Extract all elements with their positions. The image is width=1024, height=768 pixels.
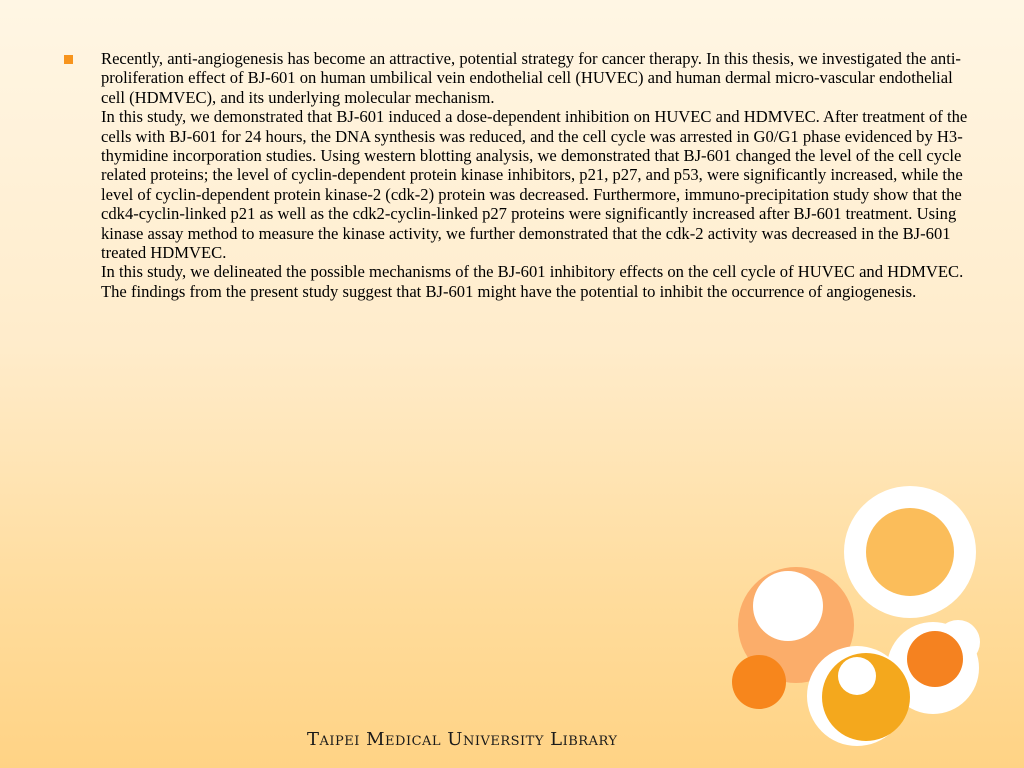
content-area [64, 49, 974, 301]
white-ring-bottom [807, 646, 907, 746]
square-bullet-icon [64, 55, 73, 64]
white-ring-large [844, 486, 976, 618]
dark-orange-circle-right [907, 631, 963, 687]
paragraph-conclusion: In this study, we delineated the possible mechanisms of the BJ-601 inhibitory effects on the cell cycle of HUVEC and HDMVEC. The findings from the present study suggest that BJ-601 might have the potential to inhibit the occurrence of angiogenesis. [101, 262, 964, 301]
abstract-text [101, 49, 974, 301]
white-circle-center [753, 571, 823, 641]
white-circle-small-right [936, 620, 980, 664]
footer-library-name: Taipei Medical University Library [307, 729, 618, 750]
white-dot-bottom [838, 657, 876, 695]
bullet-item [64, 49, 974, 301]
white-ring-right [887, 622, 979, 714]
light-orange-ring [738, 567, 854, 683]
paragraph-intro: Recently, anti-angiogenesis has become an attractive, potential strategy for cancer therapy. In this thesis, we investigated the anti-proliferation effect of BJ-601 on human umbilical vein endothelial cell (HUVEC) and human dermal micro-vascular endothelial cell (HDMVEC), and its underlying molecular mechanism. [101, 49, 961, 107]
gold-circle-bottom [822, 653, 910, 741]
dark-orange-circle-left [732, 655, 786, 709]
gold-circle-large [866, 508, 954, 596]
paragraph-results: In this study, we demonstrated that BJ-601 induced a dose-dependent inhibition on HUVEC and HDMVEC. After treatment of the cells with BJ-601 for 24 hours, the DNA synthesis was reduced, and the cell cycle was arrested in G0/G1 phase evidenced by H3-thymidine incorporation studies. Using western blotting analysis, we demonstrated that BJ-601 changed the level of the cell cycle related proteins; the level of cyclin-dependent protein kinase inhibitors, p21, p27, and p53, were significantly increased, while the level of cyclin-dependent protein kinase-2 (cdk-2) protein was decreased. Furthermore, immuno-precipitation study show that the cdk4-cyclin-linked p21 as well as the cdk2-cyclin-linked p27 proteins were significantly increased after BJ-601 treatment. Using kinase assay method to measure the kinase activity, we further demonstrated that the cdk-2 activity was decreased in the BJ-601 treated HDMVEC. [101, 107, 968, 263]
